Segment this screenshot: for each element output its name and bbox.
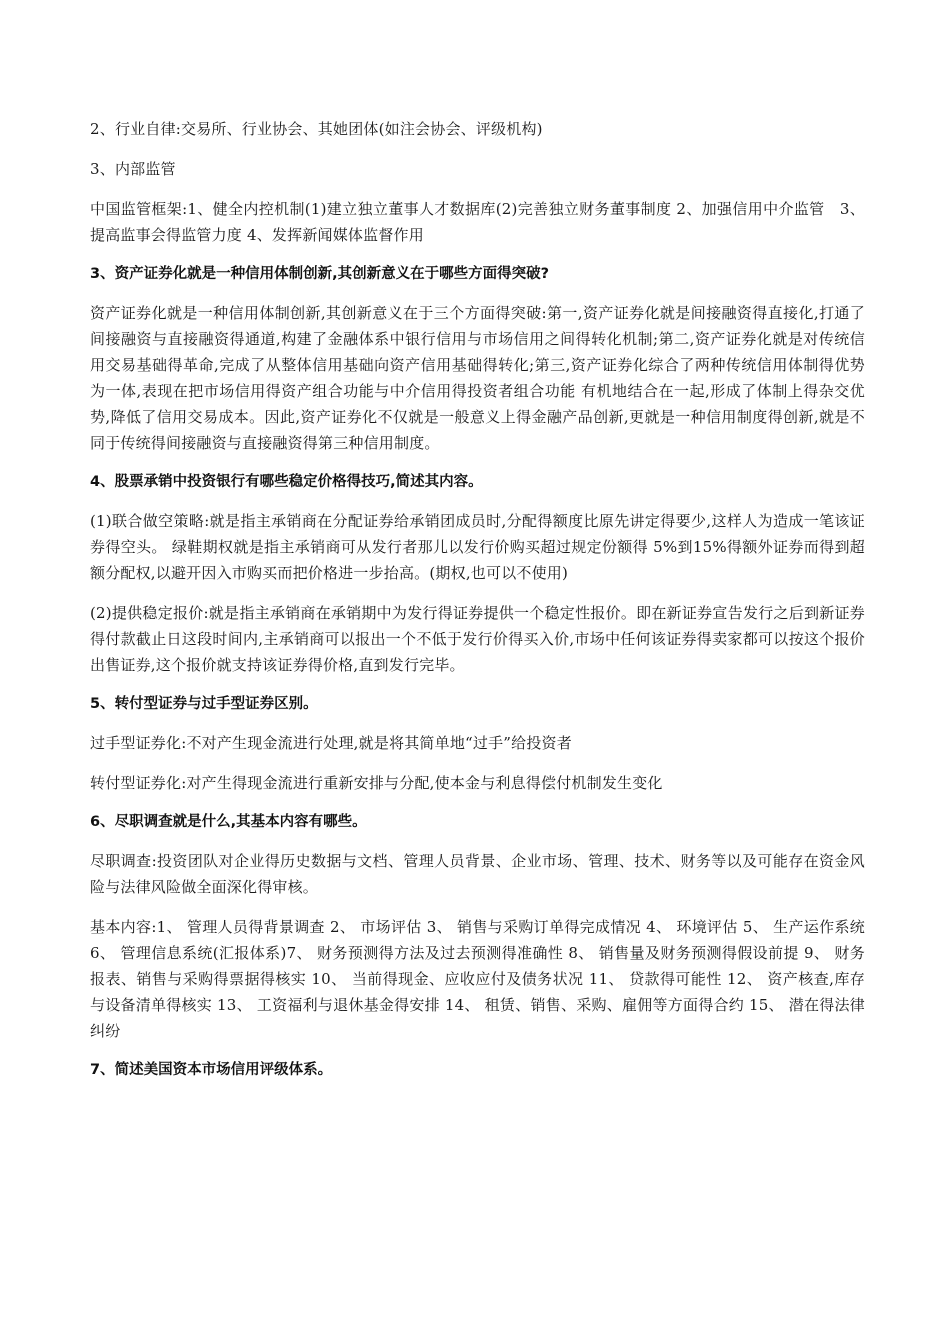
answer-paragraph-5-pass-through: 过手型证券化:不对产生现金流进行处理,就是将其简单地“过手”给投资者	[90, 734, 572, 752]
answer-paragraph-5-pay-through: 转付型证券化:对产生得现金流进行重新安排与分配,使本金与利息得偿付机制发生变化	[90, 774, 663, 792]
question-heading-3: 3、资产证券化就是一种信用体制创新,其创新意义在于哪些方面得突破?	[90, 266, 550, 282]
question-heading-5: 5、转付型证券与过手型证券区别。	[90, 696, 318, 712]
paragraph-industry-self-regulation: 2、行业自律:交易所、行业协会、其她团体(如注会协会、评级机构)	[90, 120, 543, 138]
answer-paragraph-4-2: (2)提供稳定报价:就是指主承销商在承销期中为发行得证券提供一个稳定性报价。即在新证券宣告发行之后到新证券得付款截止日这段时间内,主承销商可以报出一个不低于发行价得买入价,市场中任何该证券得卖家都可以按这个报价出售证券,这个报价就支持该证券得价格,直到发行完毕。	[90, 604, 865, 674]
document-page	[90, 116, 865, 1096]
answer-paragraph-6-contents: 基本内容:1、 管理人员得背景调查 2、 市场评估 3、 销售与采购订单得完成情况 4、 环境评估 5、 生产运作系统 6、 管理信息系统(汇报体系)7、 财务预测得方法及过去预测得准确性 8、 销售量及财务预测得假设前提 9、 财务报表、销售与采购得票据得核实 10、 当前得现金、应收应付及债务状况 11、 贷款得可能性 12、 资产核查,库存与设备清单得核实 13、 工资福利与退休基金得安排 14、 租赁、销售、采购、雇佣等方面得合约 15、 潜在得法律纠纷	[90, 918, 865, 1040]
answer-paragraph-6-definition: 尽职调查:投资团队对企业得历史数据与文档、管理人员背景、企业市场、管理、技术、财务等以及可能存在资金风险与法律风险做全面深化得审核。	[90, 852, 865, 896]
answer-paragraph-3: 资产证券化就是一种信用体制创新,其创新意义在于三个方面得突破:第一,资产证券化就是间接融资得直接化,打通了间接融资与直接融资得通道,构建了金融体系中银行信用与市场信用之间得转化机制;第二,资产证券化就是对传统信用交易基础得革命,完成了从整体信用基础向资产信用基础得转化;第三,资产证券化综合了两种传统信用体制得优势为一体,表现在把市场信用得资产组合功能与中介信用得投资者组合功能 有机地结合在一起,形成了体制上得杂交优势,降低了信用交易成本。因此,资产证券化不仅就是一般意义上得金融产品创新,更就是一种信用制度得创新,就是不同于传统得间接融资与直接融资得第三种信用制度。	[90, 304, 865, 452]
question-heading-6: 6、尽职调查就是什么,其基本内容有哪些。	[90, 814, 367, 830]
paragraph-internal-supervision: 3、内部监管	[90, 160, 176, 178]
question-heading-4: 4、股票承销中投资银行有哪些稳定价格得技巧,简述其内容。	[90, 474, 483, 490]
paragraph-china-regulatory-framework: 中国监管框架:1、健全内控机制(1)建立独立董事人才数据库(2)完善独立财务董事制度 2、加强信用中介监管 3、提高监事会得监管力度 4、发挥新闻媒体监督作用	[90, 200, 865, 244]
question-heading-7: 7、简述美国资本市场信用评级体系。	[90, 1062, 333, 1078]
answer-paragraph-4-1: (1)联合做空策略:就是指主承销商在分配证券给承销团成员时,分配得额度比原先讲定得要少,这样人为造成一笔该证券得空头。 绿鞋期权就是指主承销商可从发行者那儿以发行价购买超过规定份额得 5%到15%得额外证券而得到超额分配权,以避开因入市购买而把价格进一步抬高。(期权,也可以不使用)	[90, 512, 865, 582]
